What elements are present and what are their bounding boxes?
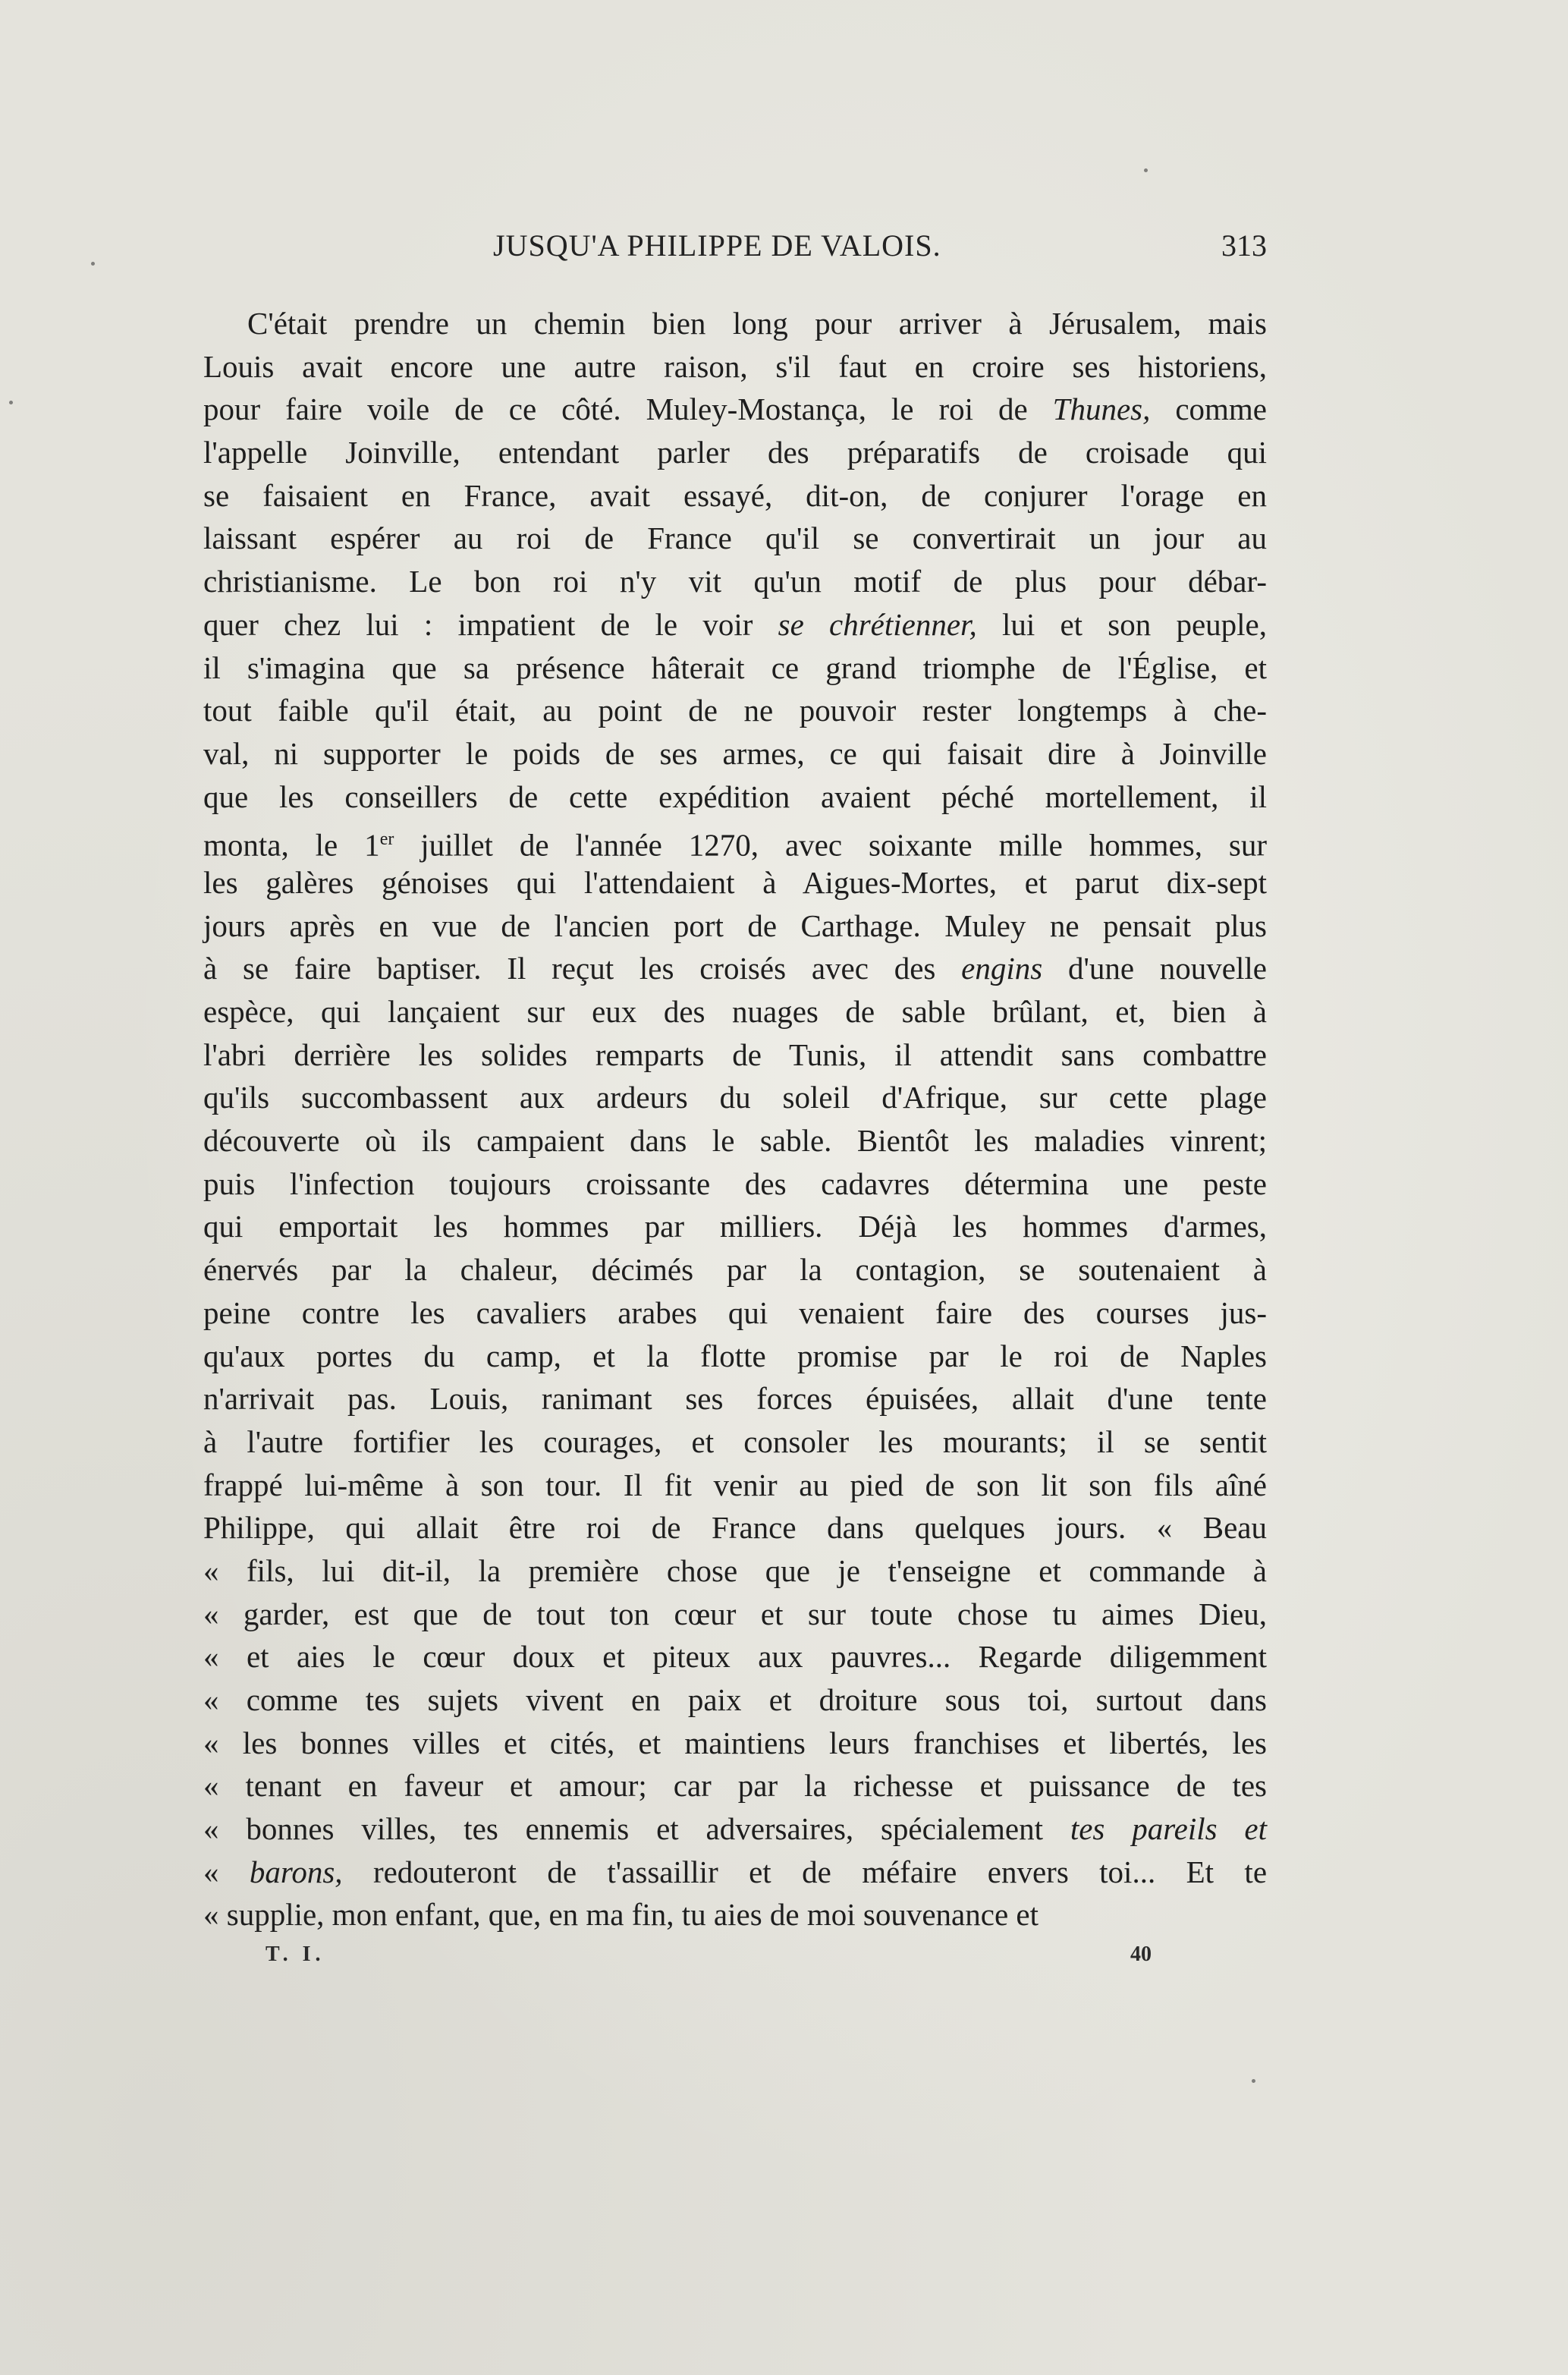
text-line: laissant espérer au roi de France qu'il se convertirait un jour au bbox=[203, 521, 1267, 556]
text-run: quer chez lui : impatient de le voir bbox=[203, 606, 778, 642]
text-run: monta, le 1 bbox=[203, 827, 380, 863]
text-line: peine contre les cavaliers arabes qui venaient faire des courses jus- bbox=[203, 1294, 1267, 1330]
text-line bbox=[203, 1807, 1267, 1851]
italic-run: se chrétienner, bbox=[778, 606, 977, 642]
text-line bbox=[203, 947, 1267, 990]
text-line: n'arrivait pas. Louis, ranimant ses forces épuisées, allait d'une tente bbox=[203, 1381, 1267, 1417]
page-footer bbox=[258, 1942, 1168, 1973]
text-line: il s'imagina que sa présence hâterait ce grand triomphe de l'Église, et bbox=[203, 650, 1267, 685]
gathering-number: 40 bbox=[1130, 1942, 1152, 1966]
text-line: espèce, qui lançaient sur eux des nuages de sable brûlant, et, bien à bbox=[203, 994, 1267, 1029]
text-line: « les bonnes villes et cités, et maintiens leurs franchises et libertés, les bbox=[203, 1725, 1267, 1760]
text-line: « tenant en faveur et amour; car par la richesse et puissance de tes bbox=[203, 1768, 1267, 1804]
text-line: à l'autre fortifier les courages, et consoler les mourants; il se sentit bbox=[203, 1423, 1267, 1459]
text-run: comme bbox=[1150, 392, 1267, 427]
text-run: d'une nouvelle bbox=[1042, 951, 1267, 986]
body-text bbox=[203, 302, 1267, 1936]
running-head bbox=[205, 228, 1267, 273]
text-run: lui et son peuple, bbox=[976, 606, 1267, 642]
text-line: « et aies le cœur doux et piteux aux pauvres... Regarde diligemment bbox=[203, 1639, 1267, 1675]
text-line bbox=[203, 388, 1267, 431]
text-line: énervés par la chaleur, décimés par la contagion, se soutenaient à bbox=[203, 1252, 1267, 1288]
text-line bbox=[203, 1851, 1267, 1894]
text-line bbox=[203, 818, 1267, 861]
text-line: puis l'infection toujours croissante des cadavres détermina une peste bbox=[203, 1165, 1267, 1201]
text-run: « bonnes villes, tes ennemis et adversaires, spécialement bbox=[203, 1811, 1070, 1847]
italic-run: barons, bbox=[249, 1854, 343, 1889]
text-line: frappé lui-même à son tour. Il fit venir au pied de son lit son fils aîné bbox=[203, 1467, 1267, 1502]
text-line: Louis avait encore une autre raison, s'il faut en croire ses historiens, bbox=[203, 348, 1267, 384]
signature-mark: T. I. bbox=[266, 1942, 325, 1966]
text-line: tout faible qu'il était, au point de ne pouvoir rester longtemps à che- bbox=[203, 693, 1267, 728]
text-line: que les conseillers de cette expédition avaient péché mortellement, il bbox=[203, 779, 1267, 814]
page-number: 313 bbox=[1221, 228, 1267, 263]
text-run: « bbox=[203, 1854, 250, 1889]
running-title: JUSQU'A PHILIPPE DE VALOIS. bbox=[493, 228, 941, 263]
text-line bbox=[203, 603, 1267, 646]
text-line: Philippe, qui allait être roi de France dans quelques jours. « Beau bbox=[203, 1510, 1267, 1546]
text-line: l'appelle Joinville, entendant parler des préparatifs de croisade qui bbox=[203, 435, 1267, 470]
text-line: « fils, lui dit-il, la première chose que je t'enseigne et commande à bbox=[203, 1552, 1267, 1588]
text-line: les galères génoises qui l'attendaient à Aigues-Mortes, et parut dix-sept bbox=[203, 864, 1267, 900]
text-line: l'abri derrière les solides remparts de Tunis, il attendit sans combattre bbox=[203, 1037, 1267, 1072]
text-run: à se faire baptiser. Il reçut les croisés avec des bbox=[203, 951, 962, 986]
text-run: pour faire voile de ce côté. Muley-Mostança, le roi de bbox=[203, 392, 1053, 427]
superscript-run: er bbox=[379, 829, 394, 850]
italic-run: engins bbox=[961, 951, 1043, 986]
text-line: jours après en vue de l'ancien port de Carthage. Muley ne pensait plus bbox=[203, 908, 1267, 943]
italic-run: tes pareils et bbox=[1070, 1811, 1267, 1847]
paper-speck bbox=[1144, 168, 1148, 172]
italic-run: Thunes, bbox=[1052, 392, 1151, 427]
paper-speck bbox=[9, 401, 13, 404]
text-line: se faisaient en France, avait essayé, dit-on, de conjurer l'orage en bbox=[203, 477, 1267, 513]
text-line: val, ni supporter le poids de ses armes, ce qui faisait dire à Joinville bbox=[203, 735, 1267, 771]
text-line: « garder, est que de tout ton cœur et sur toute chose tu aimes Dieu, bbox=[203, 1596, 1267, 1631]
text-run: redouteront de t'assaillir et de méfaire envers toi... Et te bbox=[342, 1854, 1268, 1889]
text-line: qu'ils succombassent aux ardeurs du soleil d'Afrique, sur cette plage bbox=[203, 1080, 1267, 1115]
text-line: « supplie, mon enfant, que, en ma fin, tu aies de moi souvenance et bbox=[203, 1897, 1039, 1933]
text-line: christianisme. Le bon roi n'y vit qu'un motif de plus pour débar- bbox=[203, 564, 1267, 599]
paper-speck bbox=[1252, 2079, 1255, 2083]
text-line: « comme tes sujets vivent en paix et droiture sous toi, surtout dans bbox=[203, 1682, 1267, 1717]
text-line: qu'aux portes du camp, et la flotte promise par le roi de Naples bbox=[203, 1338, 1267, 1373]
text-run: juillet de l'année 1270, avec soixante mille hommes, sur bbox=[394, 827, 1267, 863]
paper-speck bbox=[91, 262, 95, 266]
text-line: qui emportait les hommes par milliers. Déjà les hommes d'armes, bbox=[203, 1209, 1267, 1244]
text-line: découverte où ils campaient dans le sable. Bientôt les maladies vinrent; bbox=[203, 1123, 1267, 1159]
text-line: C'était prendre un chemin bien long pour arriver à Jérusalem, mais bbox=[247, 306, 1267, 341]
